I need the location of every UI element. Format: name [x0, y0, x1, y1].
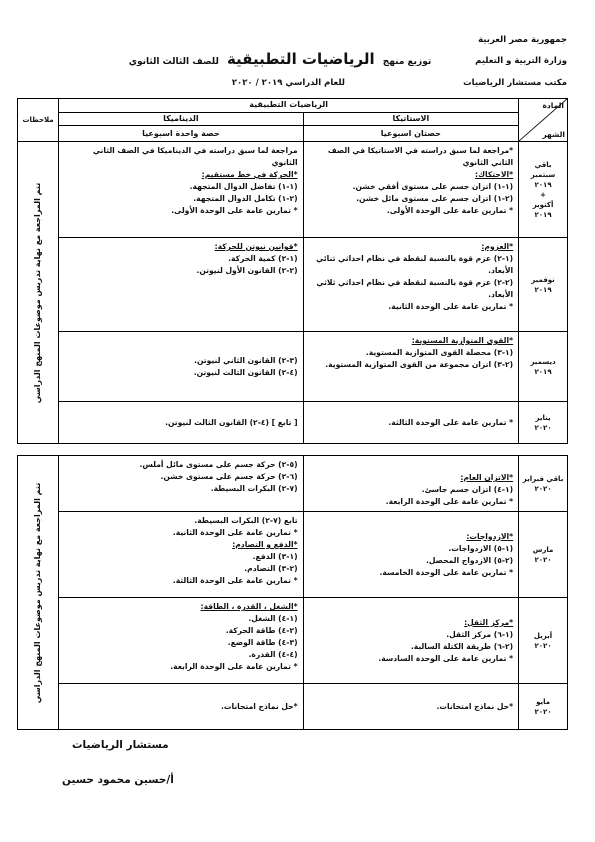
dynamics-cell: تابع (٧-٢) البكرات البسيطة. * تمارين عامة على الوحدة الثانية. *الدفع و التصادم: (١-٣) الدفع. (٢-٣) التصادم. * تمارين عامة على الوحدة الثالثة.	[59, 512, 303, 598]
ministry-name: وزارة التربية و التعليم	[475, 56, 567, 66]
term2-table	[17, 455, 568, 730]
statics-cell: *مراجعة لما سبق دراسته في الاستاتيكا في الصف الثاني الثانوي *الاحتكاك: (١-١) اتزان جسم على مستوى أفقي خشن. (٢-١) اتزان جسم على مستوى مائل خشن. * تمارين عامة على الوحدة الأولى.	[303, 142, 519, 238]
subject-group-header: الرياضيات التطبيقية	[59, 99, 519, 113]
dynamics-header: الديناميكا	[59, 112, 303, 126]
term1-table	[17, 98, 568, 444]
term1-review-note: تتم المراجعة مع نهاية تدريس موضوعات المنهج الدراسي	[33, 182, 43, 403]
notes-header: ملاحظات	[18, 99, 59, 142]
table-row	[18, 142, 568, 238]
table-row	[18, 238, 568, 332]
statics-cell: *حل نماذج امتحانات.	[303, 684, 519, 730]
office-name: مكتب مستشار الرياضيات	[463, 78, 567, 88]
table-row	[18, 512, 568, 598]
month-cell: ديسمبر ٢٠١٩	[519, 332, 568, 402]
corner-bottom-label: الشهر	[542, 130, 565, 139]
dynamics-cell: (٣-٢) القانون الثاني لنيوتن. (٤-٢) القانون الثالث لنيوتن.	[59, 332, 303, 402]
statics-cell: *الازدواجات: (١-٥) الازدواجات. (٢-٥) الازدواج المحصل. * تمارين عامة على الوحدة الخامسة.	[303, 512, 519, 598]
statics-cell: *القوى المتوازية المستوية: (١-٣) محصلة القوى المتوازية المستوية. (٢-٣) اتزان مجموعة من القوى المتوازية المستوية.	[303, 332, 519, 402]
title-prefix: توزيع منهج	[382, 57, 432, 67]
dynamics-cell: [ تابع ] (٤-٢) القانون الثالث لنيوتن.	[59, 402, 303, 444]
document-title	[120, 49, 440, 68]
month-cell: مارس ٢٠٢٠	[519, 512, 568, 598]
month-cell: يناير ٢٠٢٠	[519, 402, 568, 444]
term2-notes-cell	[18, 456, 59, 730]
corner-top-label: المادة	[542, 101, 564, 110]
table-row	[18, 456, 568, 512]
table-row	[18, 684, 568, 730]
title-suffix: للصف الثالث الثانوي	[128, 57, 219, 67]
statics-cell: * تمارين عامة على الوحدة الثالثة.	[303, 402, 519, 444]
dynamics-cell: *حل نماذج امتحانات.	[59, 684, 303, 730]
signature-name: أ/حسين محمود حسين	[62, 774, 174, 786]
dynamics-cell: مراجعة لما سبق دراسته في الديناميكا في الصف الثاني الثانوي *الحركة في خط مستقيم: (١-١) تفاضل الدوال المتجهة. (٢-١) تكامل الدوال المتجهة. * تمارين عامة على الوحدة الأولى.	[59, 142, 303, 238]
statics-cell: *الاتزان العام: (١-٤) اتزان جسم جاسئ. * تمارين عامة على الوحدة الرابعة.	[303, 456, 519, 512]
month-cell: أبريل ٢٠٢٠	[519, 598, 568, 684]
republic-name: جمهورية مصر العربية	[478, 35, 567, 45]
statics-cell: *مركز الثقل: (١-٦) مركز الثقل. (٢-٦) طريقة الكتلة السالبة. * تمارين عامة على الوحدة السادسة.	[303, 598, 519, 684]
title-main: الرياضيات التطبيقية	[226, 50, 375, 68]
academic-year: للعام الدراسي ٢٠١٩ / ٢٠٢٠	[231, 78, 345, 88]
month-cell: نوفمبر ٢٠١٩	[519, 238, 568, 332]
table-row	[18, 332, 568, 402]
table-row	[18, 402, 568, 444]
month-cell: باقي فبراير ٢٠٢٠	[519, 456, 568, 512]
statics-cell: *العزوم: (١-٢) عزم قوة بالنسبة لنقطة في نظام احداثي ثنائي الأبعاد. (٢-٢) عزم قوة بالنسبة لنقطة في نظام احداثي ثلاثي الأبعاد. * تمارين عامة على الوحدة الثانية.	[303, 238, 519, 332]
month-cell: مايو ٢٠٢٠	[519, 684, 568, 730]
table-row	[18, 598, 568, 684]
dynamics-cell: *قوانين نيوتن للحركة: (١-٢) كمية الحركة. (٢-٢) القانون الأول لنيوتن.	[59, 238, 303, 332]
term1-notes-cell	[18, 142, 59, 444]
month-cell: باقي سبتمبر ٢٠١٩ + أكتوبر ٢٠١٩	[519, 142, 568, 238]
term2-review-note: تتم المراجعة مع نهاية تدريس موضوعات المنهج الدراسي	[33, 482, 43, 703]
signature-title: مستشار الرياضيات	[72, 739, 169, 751]
dynamics-periods: حصة واحدة اسبوعيا	[59, 126, 303, 142]
corner-header-cell	[519, 99, 568, 142]
statics-header: الاستاتيكا	[303, 112, 519, 126]
dynamics-cell: *الشغل ، القدرة ، الطاقة: (١-٤) الشغل. (٢-٤) طاقة الحركة. (٣-٤) طاقة الوضع. (٤-٤) القدرة. * تمارين عامة على الوحدة الرابعة.	[59, 598, 303, 684]
statics-periods: حصتان اسبوعيا	[303, 126, 519, 142]
dynamics-cell: (٥-٢) حركة جسم على مستوى مائل أملس. (٦-٢) حركة جسم على مستوى خشن. (٧-٢) البكرات البسيطة.	[59, 456, 303, 512]
